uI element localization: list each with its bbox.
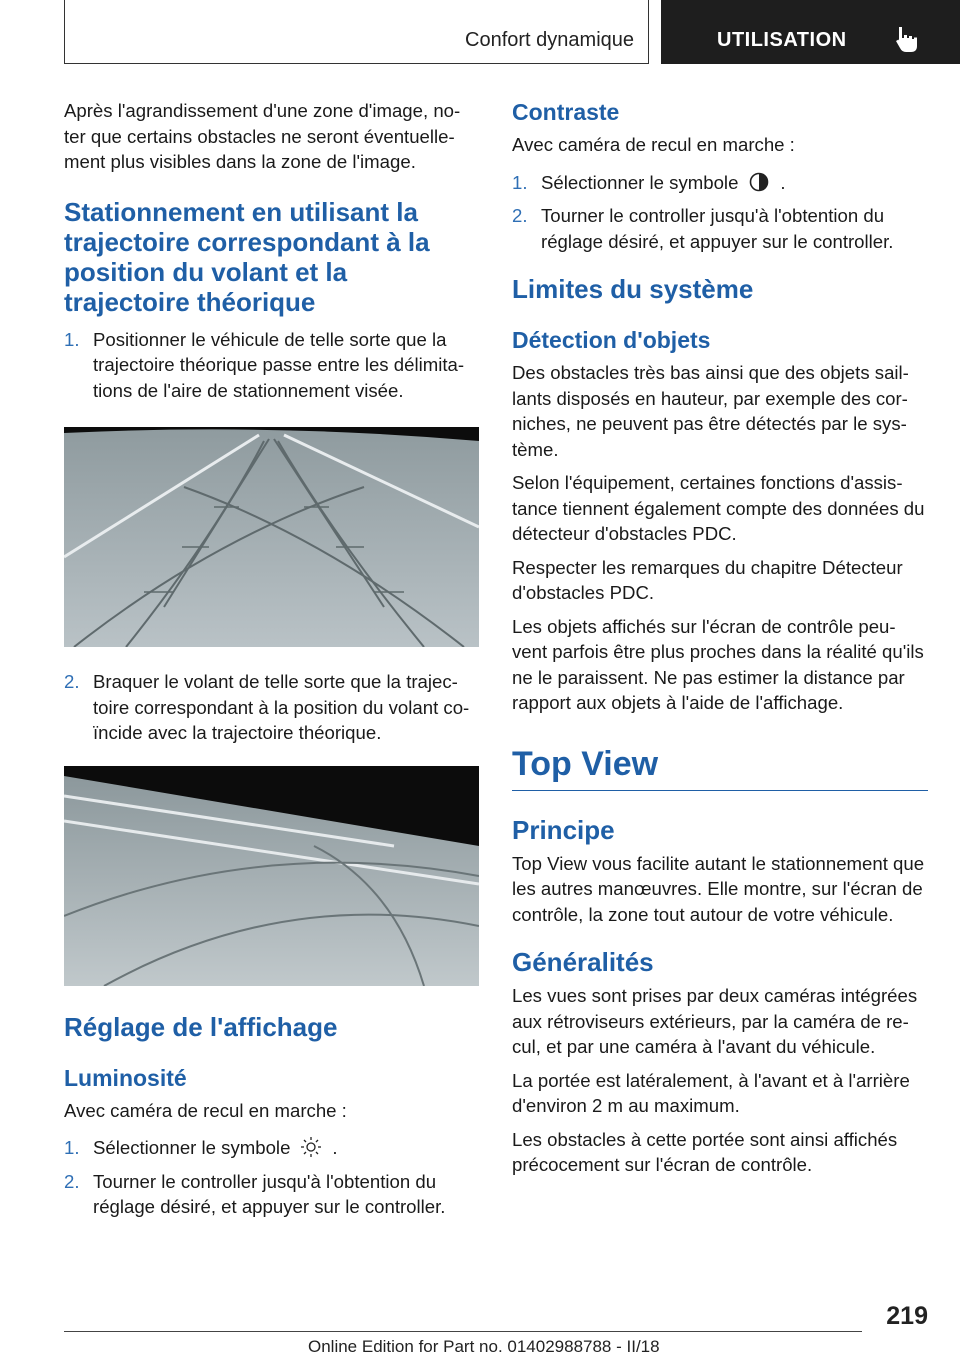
contrast-icon [748,171,770,193]
brightness-intro: Avec caméra de recul en marche : [64,1099,347,1121]
page-number: 219 [886,1302,928,1330]
general-paragraph-3: Les obstacles à cette portée sont ainsi affichés précocement sur l'écran de contrôle. [512,1128,898,1175]
contrast-step-2 [512,203,928,254]
brightness-step-2 [64,1169,476,1220]
detection-paragraph-4: Les objets affichés sur l'écran de contrôle peu‐ vent parfois être plus proches dans la réalité qu'ils ne le paraissent. Ne pas estimer la distance par rapport aux objets à l'aide de l'affichage. [512,615,924,713]
parking-steps-continued [64,669,476,746]
parking-steps [64,327,476,404]
contrast-heading: Contraste [512,99,620,125]
left-column [64,98,476,1230]
contrast-steps [512,170,928,255]
header-chapter-tab [661,0,960,64]
step-number: 2. [64,1170,80,1192]
header-chapter-title: UTILISATION [717,29,847,51]
display-settings-heading: Réglage de l'affichage [64,1011,338,1042]
parking-heading: Stationnement en utilisant la trajectoire correspondant à la position du volant et la trajectoire théorique [64,196,430,317]
step-number: 2. [512,205,528,226]
step-text: Tourner le controller jusqu'à l'obtention du réglage désiré, et appuyer sur le controller. [541,205,894,252]
pointing-hand-icon [893,24,923,54]
intro-paragraph: Après l'agrandissement d'une zone d'image, no‐ ter que certains obstacles ne seront éventuelle‐ ment plus visibles dans la zone de l'image. [64,100,461,172]
step-text: Positionner le véhicule de telle sorte que la trajectoire théorique passe entre les délimita‐ tions de l'aire de stationnement visée. [93,328,465,401]
contrast-intro: Avec caméra de recul en marche : [512,134,795,155]
object-detection-heading: Détection d'objets [512,327,711,353]
step-text-end: . [332,1137,338,1158]
step-text-end: . [780,171,786,193]
step-number: 2. [64,671,80,692]
parking-step-1 [64,327,476,404]
brightness-step-1 [64,1135,476,1161]
principle-heading: Principe [512,814,615,845]
brightness-steps [64,1135,476,1220]
step-text: Sélectionner le symbole [541,171,739,193]
step-text: Sélectionner le symbole [93,1137,291,1158]
contrast-step-1 [512,170,928,196]
brightness-heading: Luminosité [64,1064,187,1091]
step-text: Braquer le volant de telle sorte que la trajec‐ toire correspondant à la position du volant co‐ ïncide avec la trajectoire théorique. [93,671,470,743]
step-number: 1. [64,1137,80,1158]
sun-icon [300,1136,322,1158]
detection-paragraph-3: Respecter les remarques du chapitre Détecteur d'obstacles PDC. [512,556,903,603]
general-paragraph-1: Les vues sont prises par deux caméras intégrées aux rétroviseurs extérieurs, par la caméra de re‐ cul, et par une caméra à l'avant du véhicule. [512,985,918,1057]
parking-step-2 [64,669,476,746]
step-number: 1. [512,171,528,193]
step-number: 1. [64,328,80,350]
header-section-title: Confort dynamique [465,29,634,51]
principle-paragraph: Top View vous facilite autant le stationnement que les autres manœuvres. Elle montre, sur l'écran de contrôle, la zone tout autour de votre véhicule. [512,852,925,925]
top-view-heading: Top View [512,744,928,791]
detection-paragraph-1: Des obstacles très bas ainsi que des objets sail‐ lants disposés en hauteur, par exemple des cor‐ niches, ne peuvent pas être détectés par le sys‐ tème. [512,362,909,460]
detection-paragraph-2: Selon l'équipement, certaines fonctions d'assis‐ tance tiennent également compte des données du détecteur d'obstacles PDC. [512,472,925,544]
step-text: Tourner le controller jusqu'à l'obtention du réglage désiré, et appuyer sur le controller. [93,1170,446,1217]
footer-edition: Online Edition for Part no. 01402988788 - II/18 [308,1337,660,1356]
header-section-box [64,0,649,64]
right-column [512,98,928,1186]
system-limits-heading: Limites du système [512,274,754,304]
general-paragraph-2: La portée est latéralement, à l'avant et à l'arrière d'environ 2 m au maximum. [512,1069,910,1116]
camera-image-trajectory [64,427,479,647]
general-heading: Généralités [512,947,654,977]
footer-divider [64,1331,862,1332]
camera-image-steering-path [64,766,479,986]
